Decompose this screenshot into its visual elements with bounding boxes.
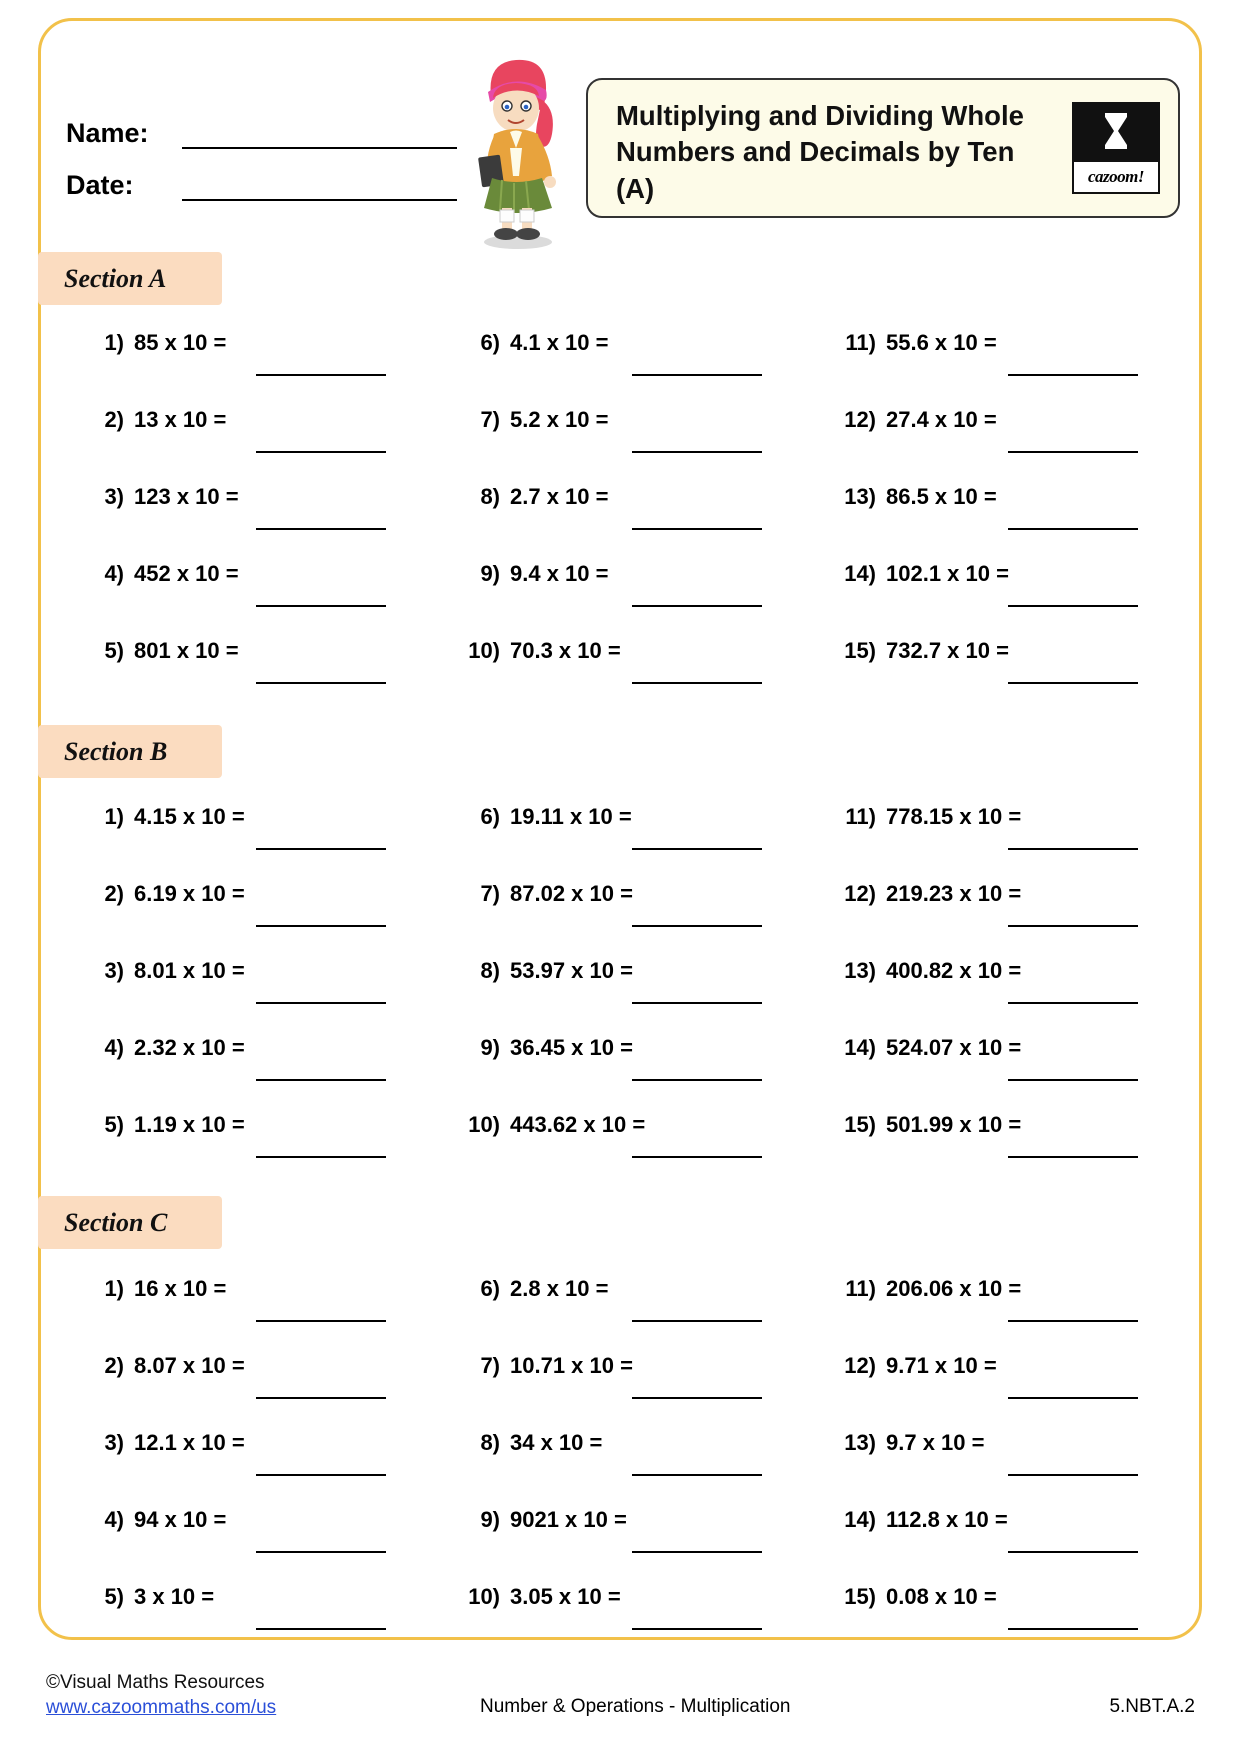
- question-number: 12): [844, 407, 876, 432]
- date-field-row: [66, 170, 457, 201]
- page-title: Multiplying and Dividing Whole Numbers and Decimals by Ten (A): [616, 100, 1024, 204]
- answer-line[interactable]: [1008, 1474, 1138, 1476]
- question-expression: 10.71 x 10 =: [510, 1353, 633, 1378]
- question-item: [810, 1104, 1186, 1181]
- question-number: 3): [104, 958, 124, 983]
- answer-line[interactable]: [632, 1551, 762, 1553]
- question-item: [58, 322, 434, 399]
- question-expression: 70.3 x 10 =: [510, 638, 621, 663]
- answer-line[interactable]: [256, 1628, 386, 1630]
- question-expression: 112.8 x 10 =: [886, 1507, 1008, 1532]
- footer-standard-code: 5.NBT.A.2: [1109, 1696, 1195, 1717]
- answer-line[interactable]: [256, 848, 386, 850]
- section-tab-a: [38, 252, 222, 305]
- question-expression: 8.01 x 10 =: [134, 958, 245, 983]
- question-number: 7): [480, 881, 500, 906]
- question-item: [434, 476, 810, 553]
- question-expression: 219.23 x 10 =: [886, 881, 1022, 906]
- answer-line[interactable]: [256, 1002, 386, 1004]
- logo-wordmark: cazoom!: [1088, 167, 1144, 186]
- section-a-label: Section A: [64, 263, 167, 293]
- question-number: 3): [104, 1430, 124, 1455]
- question-item: [810, 796, 1186, 873]
- question-item: [434, 553, 810, 630]
- answer-line[interactable]: [632, 528, 762, 530]
- question-item: [810, 1499, 1186, 1576]
- question-item: [58, 1576, 434, 1653]
- question-number: 11): [845, 804, 876, 829]
- question-number: 6): [480, 804, 500, 829]
- question-expression: 34 x 10 =: [510, 1430, 603, 1455]
- name-label: Name:: [66, 118, 149, 148]
- question-item: [810, 399, 1186, 476]
- answer-line[interactable]: [632, 1628, 762, 1630]
- answer-line[interactable]: [1008, 925, 1138, 927]
- section-tab-b: [38, 725, 222, 778]
- question-number: 5): [104, 1112, 124, 1137]
- question-row: [58, 399, 1188, 476]
- question-expression: 778.15 x 10 =: [886, 804, 1022, 829]
- question-number: 14): [844, 1035, 876, 1060]
- student-mascot-icon: [458, 52, 573, 252]
- question-item: [810, 1576, 1186, 1653]
- question-item: [434, 1499, 810, 1576]
- question-number: 11): [845, 1276, 876, 1301]
- question-row: [58, 1499, 1188, 1576]
- question-expression: 443.62 x 10 =: [510, 1112, 646, 1137]
- question-expression: 8.07 x 10 =: [134, 1353, 245, 1378]
- question-number: 12): [844, 881, 876, 906]
- answer-line[interactable]: [256, 1551, 386, 1553]
- answer-line[interactable]: [632, 1002, 762, 1004]
- question-expression: 27.4 x 10 =: [886, 407, 997, 432]
- question-item: [810, 950, 1186, 1027]
- question-expression: 3.05 x 10 =: [510, 1584, 621, 1609]
- question-expression: 524.07 x 10 =: [886, 1035, 1022, 1060]
- answer-line[interactable]: [632, 605, 762, 607]
- question-row: [58, 950, 1188, 1027]
- question-row: [58, 322, 1188, 399]
- name-field-row: [66, 118, 457, 149]
- question-number: 13): [844, 1430, 876, 1455]
- section-c-questions: [58, 1268, 1188, 1653]
- answer-line[interactable]: [256, 451, 386, 453]
- copyright-text: ©Visual Maths Resources: [46, 1672, 265, 1693]
- worksheet-footer: [0, 1672, 1241, 1742]
- question-number: 5): [104, 638, 124, 663]
- question-row: [58, 796, 1188, 873]
- worksheet-header: [58, 40, 1182, 230]
- question-expression: 5.2 x 10 =: [510, 407, 609, 432]
- worksheet-title-box: [586, 78, 1180, 218]
- question-number: 10): [468, 1584, 500, 1609]
- answer-line[interactable]: [1008, 1397, 1138, 1399]
- question-number: 6): [480, 330, 500, 355]
- question-item: [434, 630, 810, 707]
- question-item: [434, 399, 810, 476]
- answer-line[interactable]: [256, 374, 386, 376]
- question-expression: 55.6 x 10 =: [886, 330, 997, 355]
- question-expression: 400.82 x 10 =: [886, 958, 1022, 983]
- question-number: 7): [480, 407, 500, 432]
- question-expression: 732.7 x 10 =: [886, 638, 1009, 663]
- answer-line[interactable]: [1008, 1320, 1138, 1322]
- answer-line[interactable]: [1008, 374, 1138, 376]
- answer-line[interactable]: [256, 1474, 386, 1476]
- question-number: 6): [480, 1276, 500, 1301]
- question-number: 10): [468, 638, 500, 663]
- question-row: [58, 553, 1188, 630]
- question-expression: 2.32 x 10 =: [134, 1035, 245, 1060]
- question-item: [58, 1345, 434, 1422]
- question-expression: 12.1 x 10 =: [134, 1430, 245, 1455]
- section-tab-c: [38, 1196, 222, 1249]
- question-row: [58, 1027, 1188, 1104]
- answer-line[interactable]: [256, 528, 386, 530]
- question-expression: 0.08 x 10 =: [886, 1584, 997, 1609]
- question-number: 1): [104, 330, 124, 355]
- question-number: 1): [104, 1276, 124, 1301]
- question-expression: 87.02 x 10 =: [510, 881, 633, 906]
- question-number: 7): [480, 1353, 500, 1378]
- question-number: 2): [104, 1353, 124, 1378]
- question-item: [58, 630, 434, 707]
- question-expression: 206.06 x 10 =: [886, 1276, 1022, 1301]
- question-expression: 9.4 x 10 =: [510, 561, 609, 586]
- answer-line[interactable]: [632, 1156, 762, 1158]
- question-number: 14): [844, 1507, 876, 1532]
- question-number: 15): [844, 1584, 876, 1609]
- question-expression: 94 x 10 =: [134, 1507, 227, 1532]
- question-expression: 13 x 10 =: [134, 407, 227, 432]
- question-number: 15): [844, 1112, 876, 1137]
- answer-line[interactable]: [632, 1320, 762, 1322]
- question-item: [58, 553, 434, 630]
- date-input-line[interactable]: [182, 173, 457, 201]
- question-item: [58, 950, 434, 1027]
- question-expression: 16 x 10 =: [134, 1276, 227, 1301]
- question-item: [58, 399, 434, 476]
- answer-line[interactable]: [632, 374, 762, 376]
- question-item: [434, 1345, 810, 1422]
- answer-line[interactable]: [256, 925, 386, 927]
- answer-line[interactable]: [1008, 1079, 1138, 1081]
- question-number: 1): [104, 804, 124, 829]
- section-b-questions: [58, 796, 1188, 1181]
- logo-glyph-icon: [1074, 104, 1158, 162]
- question-item: [810, 1268, 1186, 1345]
- question-row: [58, 630, 1188, 707]
- answer-line[interactable]: [632, 925, 762, 927]
- question-item: [810, 630, 1186, 707]
- question-row: [58, 1104, 1188, 1181]
- answer-line[interactable]: [256, 605, 386, 607]
- question-expression: 9.7 x 10 =: [886, 1430, 985, 1455]
- question-number: 2): [104, 881, 124, 906]
- question-expression: 9.71 x 10 =: [886, 1353, 997, 1378]
- question-item: [58, 1499, 434, 1576]
- answer-line[interactable]: [1008, 605, 1138, 607]
- answer-line[interactable]: [1008, 848, 1138, 850]
- question-row: [58, 1576, 1188, 1653]
- question-item: [810, 1422, 1186, 1499]
- question-number: 13): [844, 958, 876, 983]
- question-number: 8): [480, 1430, 500, 1455]
- answer-line[interactable]: [1008, 1628, 1138, 1630]
- question-row: [58, 1268, 1188, 1345]
- question-item: [810, 1345, 1186, 1422]
- question-item: [58, 476, 434, 553]
- question-number: 10): [468, 1112, 500, 1137]
- answer-line[interactable]: [1008, 451, 1138, 453]
- question-expression: 2.7 x 10 =: [510, 484, 609, 509]
- question-number: 14): [844, 561, 876, 586]
- question-expression: 102.1 x 10 =: [886, 561, 1009, 586]
- question-number: 4): [104, 1507, 124, 1532]
- answer-line[interactable]: [632, 848, 762, 850]
- question-expression: 4.15 x 10 =: [134, 804, 245, 829]
- answer-line[interactable]: [1008, 528, 1138, 530]
- question-item: [58, 796, 434, 873]
- question-expression: 4.1 x 10 =: [510, 330, 609, 355]
- question-row: [58, 476, 1188, 553]
- question-item: [434, 950, 810, 1027]
- question-number: 9): [480, 561, 500, 586]
- question-expression: 36.45 x 10 =: [510, 1035, 633, 1060]
- question-number: 8): [480, 958, 500, 983]
- question-number: 11): [845, 330, 876, 355]
- question-item: [58, 1422, 434, 1499]
- question-expression: 2.8 x 10 =: [510, 1276, 609, 1301]
- question-expression: 19.11 x 10 =: [510, 804, 632, 829]
- answer-line[interactable]: [632, 451, 762, 453]
- question-item: [810, 1027, 1186, 1104]
- question-expression: 53.97 x 10 =: [510, 958, 633, 983]
- question-expression: 452 x 10 =: [134, 561, 239, 586]
- question-item: [810, 322, 1186, 399]
- question-number: 12): [844, 1353, 876, 1378]
- question-expression: 801 x 10 =: [134, 638, 239, 663]
- question-expression: 123 x 10 =: [134, 484, 239, 509]
- answer-line[interactable]: [256, 1320, 386, 1322]
- question-number: 9): [480, 1507, 500, 1532]
- question-number: 2): [104, 407, 124, 432]
- question-expression: 6.19 x 10 =: [134, 881, 245, 906]
- question-item: [434, 796, 810, 873]
- question-expression: 9021 x 10 =: [510, 1507, 627, 1532]
- question-item: [434, 1422, 810, 1499]
- question-expression: 1.19 x 10 =: [134, 1112, 245, 1137]
- question-number: 3): [104, 484, 124, 509]
- answer-line[interactable]: [632, 1474, 762, 1476]
- answer-line[interactable]: [1008, 1551, 1138, 1553]
- footer-credits: [46, 1672, 276, 1719]
- question-item: [810, 873, 1186, 950]
- question-item: [434, 1104, 810, 1181]
- question-item: [58, 1027, 434, 1104]
- question-item: [810, 553, 1186, 630]
- section-b-label: Section B: [64, 736, 168, 766]
- section-a-questions: [58, 322, 1188, 707]
- question-item: [58, 1268, 434, 1345]
- answer-line[interactable]: [256, 682, 386, 684]
- question-number: 4): [104, 1035, 124, 1060]
- question-row: [58, 1345, 1188, 1422]
- answer-line[interactable]: [256, 1079, 386, 1081]
- question-expression: 85 x 10 =: [134, 330, 227, 355]
- name-input-line[interactable]: [182, 121, 457, 149]
- question-item: [434, 1268, 810, 1345]
- answer-line[interactable]: [256, 1397, 386, 1399]
- question-item: [434, 1576, 810, 1653]
- date-label: Date:: [66, 170, 134, 200]
- question-number: 15): [844, 638, 876, 663]
- question-item: [434, 873, 810, 950]
- cazoom-logo: [1072, 102, 1160, 194]
- question-number: 8): [480, 484, 500, 509]
- question-number: 13): [844, 484, 876, 509]
- question-expression: 3 x 10 =: [134, 1584, 215, 1609]
- question-item: [58, 1104, 434, 1181]
- question-item: [434, 1027, 810, 1104]
- question-row: [58, 1422, 1188, 1499]
- answer-line[interactable]: [632, 682, 762, 684]
- question-number: 4): [104, 561, 124, 586]
- question-number: 5): [104, 1584, 124, 1609]
- answer-line[interactable]: [1008, 682, 1138, 684]
- question-expression: 501.99 x 10 =: [886, 1112, 1022, 1137]
- answer-line[interactable]: [632, 1079, 762, 1081]
- answer-line[interactable]: [256, 1156, 386, 1158]
- question-item: [434, 322, 810, 399]
- question-item: [810, 476, 1186, 553]
- answer-line[interactable]: [632, 1397, 762, 1399]
- question-expression: 86.5 x 10 =: [886, 484, 997, 509]
- answer-line[interactable]: [1008, 1156, 1138, 1158]
- section-c-label: Section C: [64, 1207, 168, 1237]
- question-item: [58, 873, 434, 950]
- question-number: 9): [480, 1035, 500, 1060]
- website-link[interactable]: www.cazoommaths.com/us: [46, 1697, 277, 1718]
- footer-topic: Number & Operations - Multiplication: [480, 1696, 791, 1717]
- question-row: [58, 873, 1188, 950]
- answer-line[interactable]: [1008, 1002, 1138, 1004]
